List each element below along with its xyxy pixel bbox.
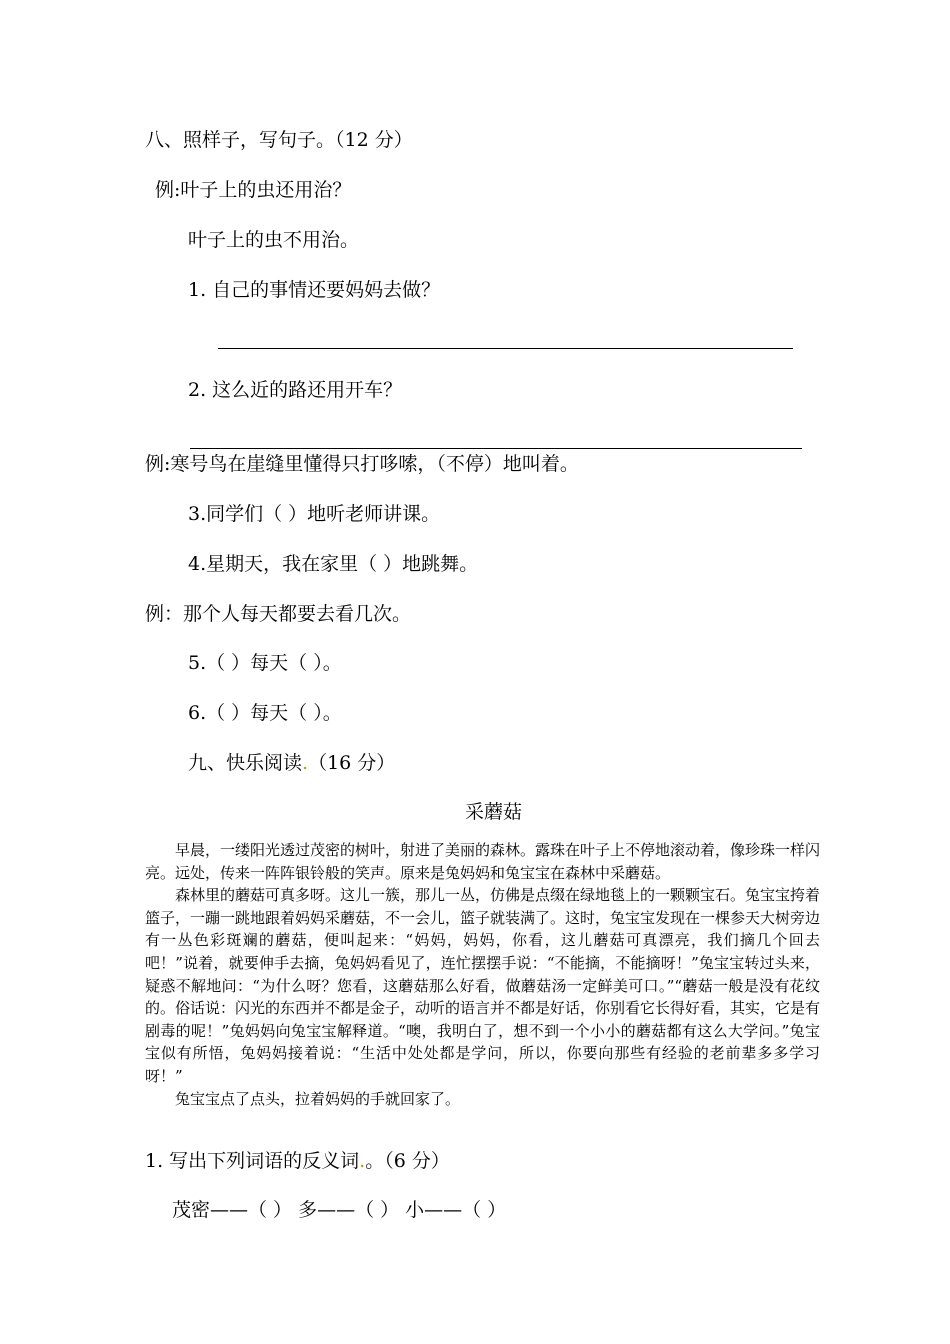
passage-paragraph-2: 森林里的蘑菇可真多呀。这儿一簇，那儿一丛，仿佛是点缀在绿地毯上的一颗颗宝石。兔宝宝挎着篮子，一蹦一跳地跟着妈妈采蘑菇，不一会儿，篮子就装满了。这时，兔宝宝发现在一棵参天大树旁边有一丛色彩斑斓的蘑菇，便叫起来：“妈妈，妈妈，你看，这儿蘑菇可真漂亮，我们摘几个回去吧！”说着，就要伸手去摘，兔妈妈看见了，连忙摆摆手说：“不能摘，不能摘呀！”兔宝宝转过头来，疑惑不解地问：“为什么呀？您看，这蘑菇那么好看，做蘑菇汤一定鲜美可口。”“蘑菇一般是没有花纹的。俗话说：闪光的东西并不都是金子，动听的语言并不都是好话，你别看它长得好看，其实，它是有剧毒的呢！”兔妈妈向兔宝宝解释道。“噢，我明白了，想不到一个小小的蘑菇都有这么大学问。”兔宝宝似有所悟，兔妈妈接着说：“生活中处处都是学问，所以，你要向那些有经验的老前辈多多学习呀！”: [145, 886, 821, 1085]
item6: 6.（ ）每天（ ）。: [188, 702, 342, 724]
antonym-blanks: 茂密——（ ） 多——（ ） 小——（ ）: [172, 1199, 507, 1221]
question1-text: 1. 写出下列词语的反义词: [145, 1150, 360, 1172]
section9-heading: [188, 751, 395, 775]
passage-title: 采蘑菇: [465, 801, 523, 823]
example3: 例：那个人每天都要去看几次。: [145, 603, 412, 625]
section8-heading: 八、照样子，写句子。（12 分）: [145, 129, 413, 151]
item4: 4.星期天，我在家里（ ）地跳舞。: [188, 553, 479, 575]
item1-answer-line: [218, 348, 793, 349]
example1-question: 例:叶子上的虫还用治？: [155, 179, 352, 201]
item1-prompt: 1. 自己的事情还要妈妈去做？: [188, 279, 441, 301]
example2: 例:寒号鸟在崖缝里懂得只打哆嗦，（不停）地叫着。: [145, 453, 579, 475]
question1-mark: .: [359, 1150, 366, 1172]
example1-answer: 叶子上的虫不用治。: [188, 229, 360, 251]
item5: 5.（ ）每天（ ）。: [188, 652, 342, 674]
item2-answer-line: [190, 448, 802, 449]
question1-score: 。（6 分）: [365, 1150, 450, 1172]
section9-heading-text: 九、快乐阅读: [188, 752, 303, 774]
section9-heading-score: （16 分）: [308, 752, 396, 774]
item3: 3.同学们（ ）地听老师讲课。: [188, 503, 441, 525]
passage-paragraph-1: 早晨，一缕阳光透过茂密的树叶，射进了美丽的森林。露珠在叶子上不停地滚动着，像珍珠一样闪亮。远处，传来一阵阵银铃般的笑声。原来是兔妈妈和兔宝宝在森林中采蘑菇。: [145, 841, 821, 882]
item2-prompt: 2. 这么近的路还用开车？: [188, 379, 403, 401]
question1-heading: [145, 1149, 450, 1173]
reading-passage: [145, 839, 820, 1110]
passage-paragraph-3: 兔宝宝点了点头，拉着妈妈的手就回家了。: [175, 1089, 461, 1108]
section9-heading-mark: .: [302, 752, 309, 774]
